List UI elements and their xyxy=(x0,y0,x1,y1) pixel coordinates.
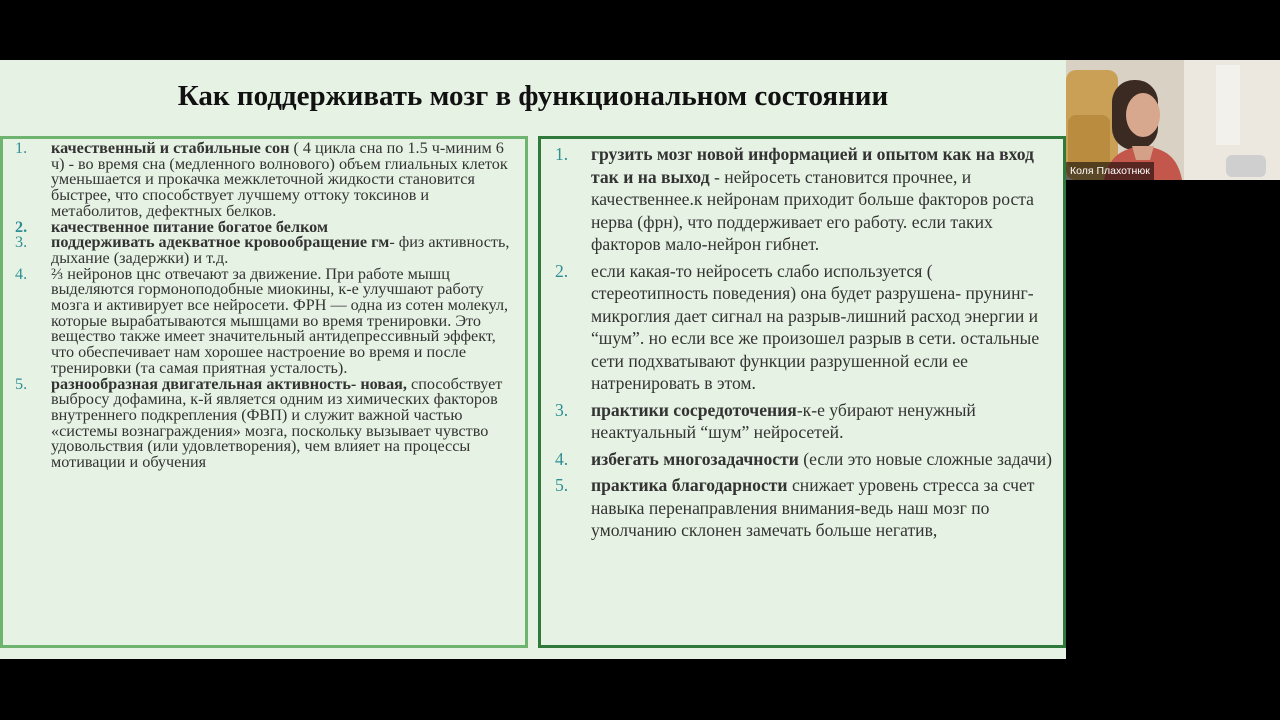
presentation-slide xyxy=(0,60,1066,659)
item-text: снижает уровень стресса за счет навыка перенаправления внимания-ведь наш мозг по умолчанию склонен замечать больше негатив, xyxy=(591,475,1035,540)
item-text: ( 4 цикла сна по 1.5 ч-миним 6 ч) - во время сна (медленного волнового) объем глиальных клеток уменьшается и прокачка межклеточной жидкости становится быстрее, что способствует лучшему оттоку токсинов и метаболитов, дефектных белков. xyxy=(51,139,508,220)
participant-name-label: Коля Плахотнюк xyxy=(1066,162,1154,180)
item-bold-text: избегать многозадачности xyxy=(591,448,799,469)
list-item xyxy=(15,374,517,472)
item-text: ⅔ нейронов цнс отвечают за движение. При работе мышц выделяются гормоноподобные миокины, к-е улучшают работу мозга и активирует все нейросети. ФРН — одна из сотен молекул, которые вырабатываются мышцами во время тренировки. Это вещество также имеет значительный антидепрессивный эффект, что обеспечивает нам хорошее настроение во время и после тренировки (та самая приятная усталость). xyxy=(51,264,509,377)
item-number: 5. xyxy=(15,374,28,393)
list-item xyxy=(555,399,1053,444)
item-bold-text: поддерживать адекватное кровообращение гм xyxy=(51,233,390,252)
item-bold-text: грузить мозг новой информацией и опытом как на вход так и на выход xyxy=(591,144,1034,187)
item-number: 2. xyxy=(15,217,28,236)
item-text: - нейросеть становится прочнее, и качественнее.к нейронам приходит больше факторов роста нерва (фрн), что поддерживает его работу. если таких факторов мало-нейрон гибнет. xyxy=(591,166,1034,254)
list-item xyxy=(15,141,517,220)
item-text: (если это новые сложные задачи) xyxy=(798,448,1052,469)
list-item xyxy=(555,448,1053,471)
item-bold-text: практика благодарности xyxy=(591,475,788,495)
list-item xyxy=(555,143,1053,256)
item-number: 2. xyxy=(555,260,569,281)
item-bold-text: разнообразная двигательная активность- новая, xyxy=(51,374,407,393)
slide-title: Как поддерживать мозг в функциональном состоянии xyxy=(177,80,889,112)
item-number: 4. xyxy=(15,264,28,283)
item-number: 4. xyxy=(555,448,569,469)
item-number: 1. xyxy=(15,139,28,157)
list-item xyxy=(555,474,1053,542)
item-number: 5. xyxy=(555,475,569,495)
right-content-box xyxy=(538,136,1066,648)
item-bold-text: практики сосредоточения xyxy=(591,399,797,420)
item-text: способствует выбросу дофамина, к-й является одним из химических факторов внутреннего подкрепления (ФВП) и служит важной частью «системы вознаграждения» мозга, поскольку вызывает чувство удовольствия (или удовлетворения), чем влияет на процессы мотивации и обучения xyxy=(51,374,503,472)
participant-video-tile[interactable] xyxy=(1066,60,1280,180)
item-number: 1. xyxy=(555,144,569,164)
item-number: 3. xyxy=(555,399,569,420)
item-number: 3. xyxy=(15,233,28,252)
item-bold-text: качественное питание богатое белком xyxy=(51,217,328,236)
item-text: - физ активность, дыхание (задержки) и т.д. xyxy=(51,233,510,267)
left-content-box xyxy=(0,136,528,648)
list-item xyxy=(555,260,1053,395)
item-text: -к-е убирают ненужный неактуальный “шум” нейросетей. xyxy=(591,399,976,442)
item-bold-text: качественный и стабильные сон xyxy=(51,139,290,157)
list-item xyxy=(15,264,517,377)
list-item xyxy=(15,235,517,266)
item-text: если какая-то нейросеть слабо используется ( стереотипность поведения) она будет разрушена- прунинг- микроглия дает сигнал на разрыв-лишний расход энергии и “шум”. но если все же произошел разрыв в сети. остальные сети подхватывают функции разрушенной если ее натренировать в этом. xyxy=(591,260,1040,393)
